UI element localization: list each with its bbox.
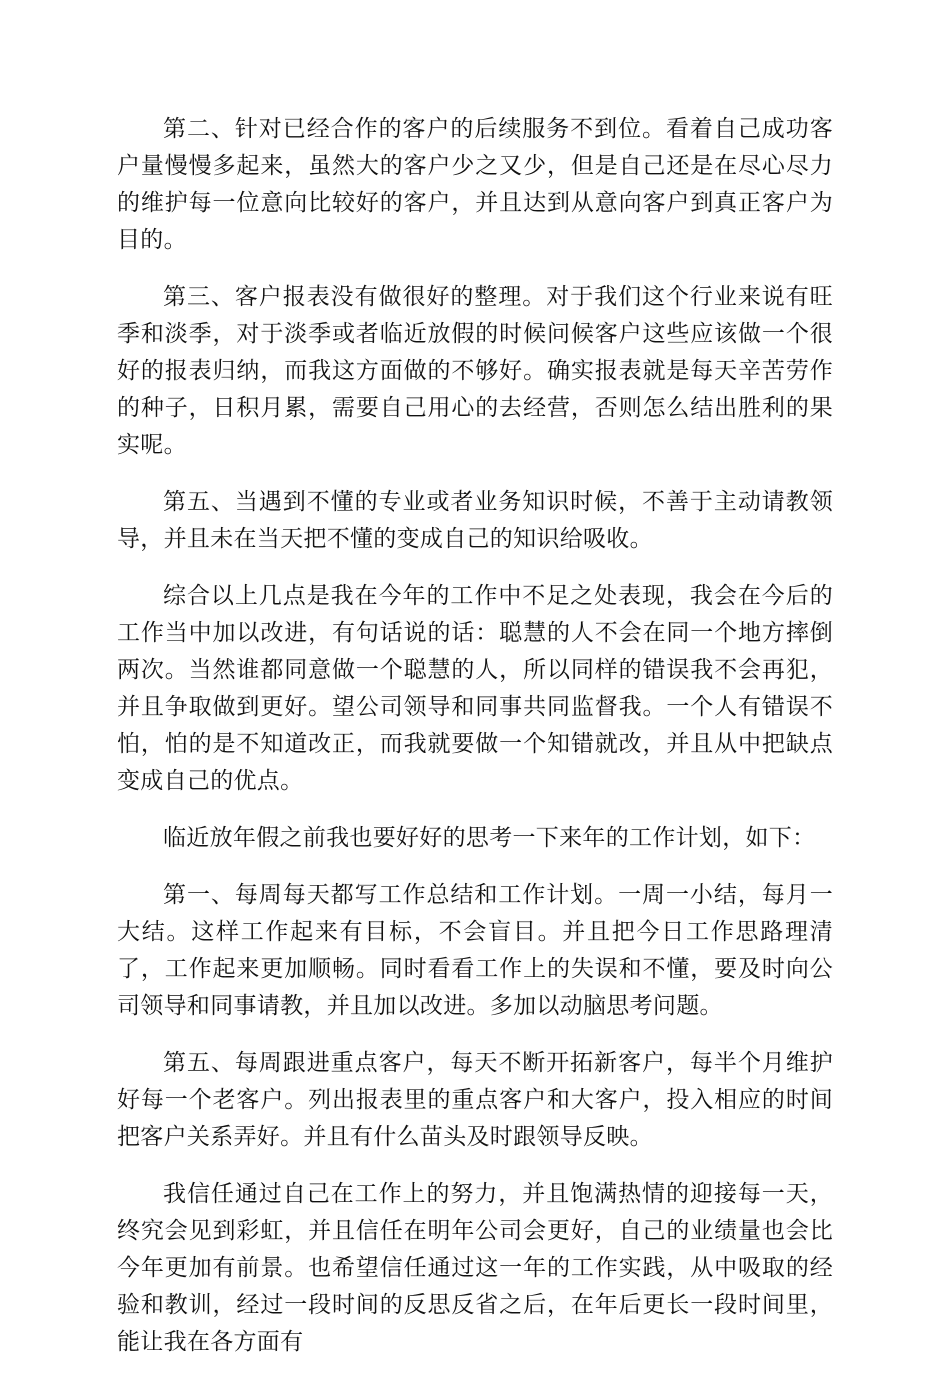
paragraph-knowledge-gap: 第五、当遇到不懂的专业或者业务知识时候，不善于主动请教领导，并且未在当天把不懂的变成自己的知识给吸收。 xyxy=(117,489,833,552)
paragraph-closing-outlook: 我信任通过自己在工作上的努力，并且饱满热情的迎接每一天，终究会见到彩虹，并且信任在明年公司会更好，自己的业绩量也会比今年更加有前景。也希望信任通过这一年的工作实践，从中吸取的经验和教训，经过一段时间的反思反省之后，在年后更长一段时间里，能让我在各方面有 xyxy=(117,1181,833,1355)
paragraph-service-followup: 第二、针对已经合作的客户的后续服务不到位。看着自己成功客户量慢慢多起来，虽然大的客户少之又少，但是自己还是在尽心尽力的维护每一位意向比较好的客户，并且达到从意向客户到真正客户为目的。 xyxy=(117,116,833,253)
document-body xyxy=(117,111,833,1381)
paragraph-summary-improvement: 综合以上几点是我在今年的工作中不足之处表现，我会在今后的工作当中加以改进，有句话说的话：聪慧的人不会在同一个地方摔倒两次。当然谁都同意做一个聪慧的人，所以同样的错误我不会再犯，并且争取做到更好。望公司领导和同事共同监督我。一个人有错误不怕，怕的是不知道改正，而我就要做一个知错就改，并且从中把缺点变成自己的优点。 xyxy=(117,583,833,794)
paragraph-plan-weekly-summary: 第一、每周每天都写工作总结和工作计划。一周一小结，每月一大结。这样工作起来有目标，不会盲目。并且把今日工作思路理清了，工作起来更加顺畅。同时看看工作上的失误和不懂，要及时向公司领导和同事请教，并且加以改进。多加以动脑思考问题。 xyxy=(117,882,833,1019)
paragraph-customer-report: 第三、客户报表没有做很好的整理。对于我们这个行业来说有旺季和淡季，对于淡季或者临近放假的时候问候客户这些应该做一个很好的报表归纳，而我这方面做的不够好。确实报表就是每天辛苦劳作的种子，日积月累，需要自己用心的去经营，否则怎么结出胜利的果实呢。 xyxy=(117,284,833,458)
paragraph-plan-key-clients: 第五、每周跟进重点客户，每天不断开拓新客户，每半个月维护好每一个老客户。列出报表里的重点客户和大客户，投入相应的时间把客户关系弄好。并且有什么苗头及时跟领导反映。 xyxy=(117,1050,833,1150)
paragraph-plan-intro: 临近放年假之前我也要好好的思考一下来年的工作计划，如下： xyxy=(163,825,816,851)
